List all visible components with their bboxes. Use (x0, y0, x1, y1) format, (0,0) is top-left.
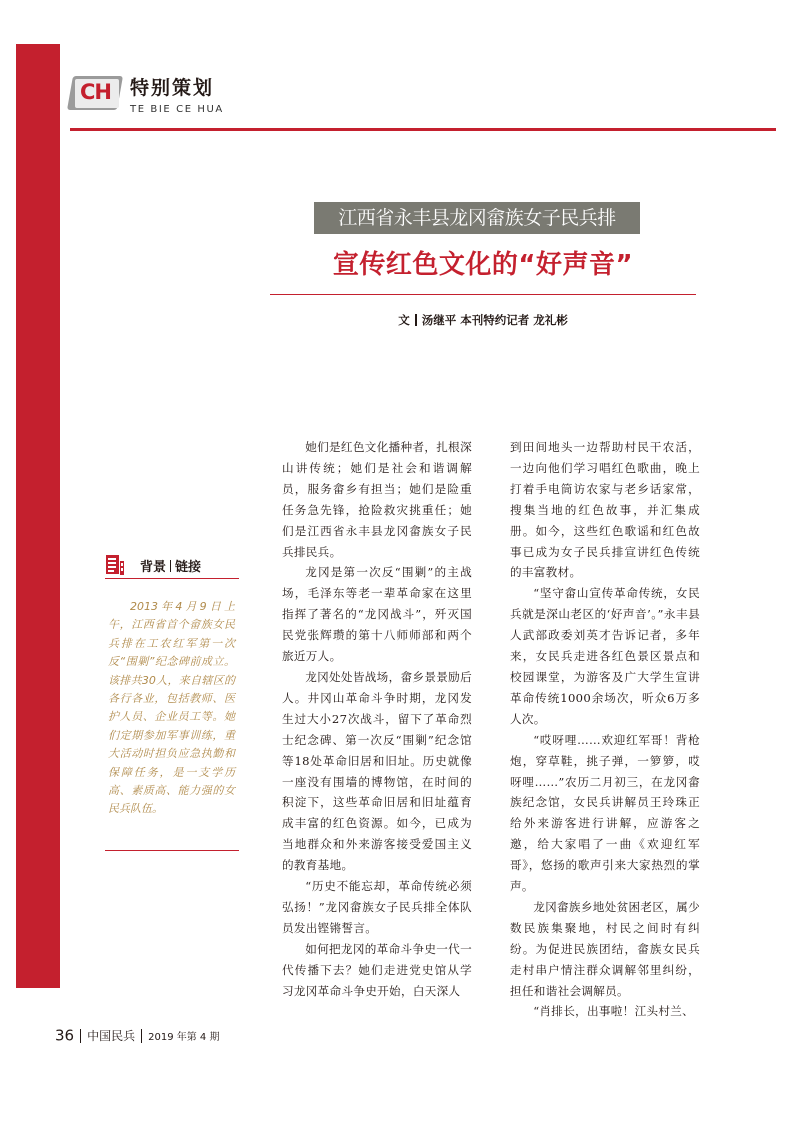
paragraph: 龙冈畲族乡地处贫困老区，属少数民族集聚地，村民之间时有纠纷。为促进民族团结，畲族女民兵走村串户情注群众调解邻里纠纷，担任和谐社会调解员。 (510, 899, 700, 998)
sidebar-label-left: 背景 (140, 560, 167, 575)
byline (270, 312, 696, 328)
magazine-name: 中国民兵 (87, 1029, 136, 1043)
title-rule (270, 294, 696, 295)
article-title: 宣传红色文化的“好声音” (332, 250, 634, 280)
body-column-left (282, 437, 472, 1001)
header-rule (70, 128, 776, 131)
paragraph: “肖排长，出事啦！江头村兰、 (533, 1004, 695, 1019)
paragraph: “历史不能忘却，革命传统必须弘扬！”龙冈畲族女子民兵排全体队员发出铿锵誓言。 (282, 879, 472, 935)
document-icon (105, 554, 125, 576)
left-red-margin-bar (16, 44, 60, 988)
body-column-right (510, 437, 700, 1022)
issue-number: 2019 年第 4 期 (148, 1032, 220, 1043)
byline-separator (415, 314, 417, 326)
footer-separator (141, 1029, 142, 1043)
byline-authors: 汤继平 本刊特约记者 龙礼彬 (421, 313, 568, 327)
sidebar-rule-top (105, 578, 239, 579)
page-number: 36 (55, 1026, 75, 1045)
paragraph: 如何把龙冈的革命斗争史一代一代传播下去？她们走进党史馆从学习龙冈革命斗争史开始，白天深人 (282, 941, 472, 998)
article-subtitle: 江西省永丰县龙冈畲族女子民兵排 (338, 207, 616, 229)
paragraph-continued: 到田间地头一边帮助村民干农活，一边向他们学习唱红色歌曲，晚上打着手电筒访农家与老乡话家常，搜集当地的红色故事，并汇集成册。如今，这些红色歌谣和红色故事已成为女子民兵排宣讲红色传统的丰富教材。 (510, 440, 700, 580)
article-subtitle-box (314, 202, 640, 234)
paragraph: “哎呀哩……欢迎红军哥！背枪炮，穿草鞋，挑子弹，一箩箩，哎呀哩……”农历二月初三，在龙冈畲族纪念馆，女民兵讲解员王玲珠正给外来游客进行讲解，应游客之邀，给大家唱了一曲《欢迎红军哥》，悠扬的歌声引来大家热烈的掌声。 (510, 732, 700, 894)
paragraph: 她们是红色文化播种者，扎根深山讲传统；她们是社会和谐调解员，服务畲乡有担当；她们是险重任务急先锋，抢险救灾挑重任；她们是江西省永丰县龙冈畲族女子民兵排民兵。 (282, 440, 472, 559)
section-badge (70, 76, 120, 110)
paragraph: 龙冈处处皆战场，畲乡景景励后人。井冈山革命斗争时期，龙冈发生过大小27次战斗，留下了革命烈士纪念碑、第一次反“围剿”纪念馆等18处革命旧居和旧址。历史就像一座没有围墙的博物馆，在时间的积淀下，这些革命旧居和旧址蕴育成丰富的红色资源。如今，已成为当地群众和外来游客接受爱国主义的教育基地。 (282, 669, 472, 873)
paragraph: 龙冈是第一次反“围剿”的主战场，毛泽东等老一辈革命家在这里指挥了著名的“龙冈战斗”，歼灭国民党张辉瓒的第十八师师部和两个旅近万人。 (282, 565, 472, 664)
section-pinyin: TE BIE CE HUA (130, 104, 224, 115)
sidebar-label-right: 链接 (175, 560, 202, 575)
sidebar-label (140, 556, 201, 575)
paragraph: “坚守畲山宣传革命传统，女民兵就是深山老区的‘好声音’。”永丰县人武部政委刘英才告诉记者，多年来，女民兵走进各红色景区景点和校园课堂，为游客及广大学生宣讲革命传统1000余场次，听众6万多人次。 (510, 586, 700, 726)
byline-prefix: 文 (398, 313, 410, 327)
page-footer (55, 1025, 219, 1047)
sidebar-rule-bottom (105, 850, 239, 851)
sidebar-text: 2013年4月9日上午，江西省首个畲族女民兵排在工农红军第一次反“围剿”纪念碑前成立。该排共30人，来自辖区的各行各业，包括教师、医护人员、企业员工等。她们定期参加军事训练，重大活动时担负应急执勤和保障任务，是一支学历高、素质高、能力强的女民兵队伍。 (108, 600, 235, 816)
section-title: 特别策划 (130, 77, 215, 99)
section-badge-text: CH (80, 80, 111, 104)
sidebar-label-separator (170, 560, 171, 572)
footer-separator (80, 1029, 81, 1043)
